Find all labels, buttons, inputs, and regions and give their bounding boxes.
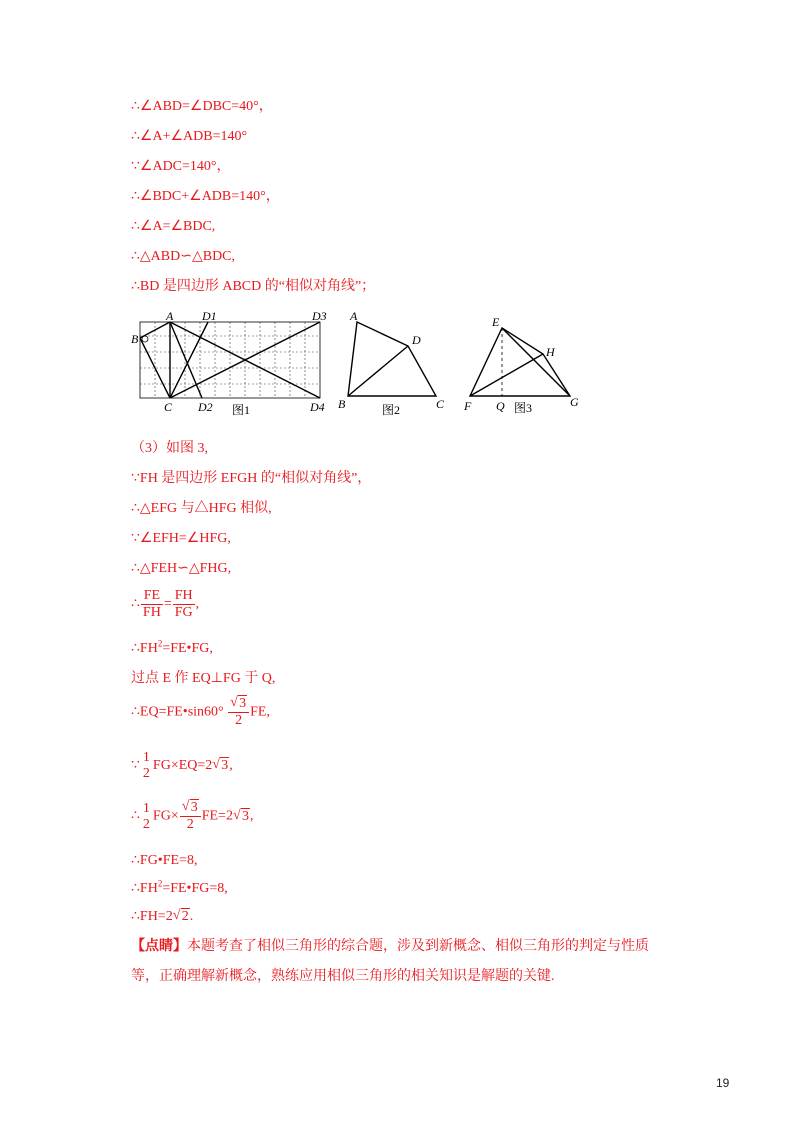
solution-line: ∴ 1 2 FG× √ $\frac{3}{2}$ FE=2√ 3, bbox=[131, 800, 253, 833]
label-D4: D4 bbox=[310, 400, 325, 414]
solution-line: ∵∠ADC=140°， bbox=[131, 159, 231, 174]
solution-line: ∴BD 是四边形 ABCD 的“相似对角线”； bbox=[131, 279, 376, 294]
key-point-text: 本题考查了相似三角形的综合题，涉及到新概念、相似三角形的判定与性质等，正确理解新概念，熟练应用相似三角形的相关知识是解题的关键. bbox=[131, 939, 649, 984]
label-G: G bbox=[570, 395, 579, 409]
key-point-tag: 【点睛】 bbox=[131, 939, 187, 954]
solution-line: ∴EQ=FE•sin60° √ $\frac{3}{2}$ FE, bbox=[131, 696, 270, 729]
solution-line: ∵FH 是四边形 EFGH 的“相似对角线”， bbox=[131, 471, 372, 486]
label-A: A bbox=[350, 309, 358, 323]
solution-line: ∵∠EFH=∠HFG, bbox=[131, 531, 231, 546]
solution-line: ∴FG•FE=8, bbox=[131, 853, 198, 868]
geometry-figures bbox=[130, 308, 590, 420]
label-D3: D3 bbox=[312, 309, 327, 323]
solution-line: ∴△ABD∽△BDC, bbox=[131, 249, 236, 264]
solution-line: ∵ 1 2 FG×EQ=2√ 3, bbox=[131, 750, 233, 782]
label-B: B bbox=[131, 332, 139, 346]
solution-line: ∴∠BDC+∠ADB=140°， bbox=[131, 189, 280, 204]
label-C: C bbox=[164, 400, 173, 414]
figure-3 bbox=[470, 328, 570, 396]
figure-2-caption: 图2 bbox=[382, 403, 401, 417]
solution-line: ∴∠A=∠BDC, bbox=[131, 219, 216, 234]
label-C: C bbox=[436, 397, 445, 411]
solution-line: 过点 E 作 EQ⊥FG 于 Q, bbox=[131, 671, 276, 686]
label-F: F bbox=[464, 399, 472, 413]
solution-line: ∴△FEH∽△FHG, bbox=[131, 561, 232, 576]
solution-line: $\therefore FH^2=FE•FG=8$, bbox=[131, 878, 228, 896]
solution-line: $\therefore FH^2=FE•FG$, bbox=[131, 638, 213, 656]
label-D2: D2 bbox=[198, 400, 213, 414]
label-Q: Q bbox=[496, 399, 505, 413]
label-D1: D1 bbox=[202, 309, 217, 323]
solution-line: ∴FH=2√ 2. bbox=[131, 908, 193, 926]
label-A: A bbox=[166, 309, 174, 323]
solution-line: （3）如图 3, bbox=[131, 441, 208, 456]
label-B: B bbox=[338, 397, 346, 411]
solution-line: ∴∠ABD=∠DBC=40°， bbox=[131, 99, 273, 114]
label-E: E bbox=[492, 315, 500, 329]
page-number: 19 bbox=[716, 1076, 730, 1090]
figure-1-caption: 图1 bbox=[232, 403, 251, 417]
figure-2 bbox=[348, 322, 436, 396]
figure-1 bbox=[140, 322, 320, 398]
figure-3-caption: 图3 bbox=[514, 401, 533, 415]
fraction-line: ∴ $\frac{FE}{FH}$ = $\frac{FH}{FG}$ , bbox=[131, 588, 200, 620]
label-D: D bbox=[412, 333, 421, 347]
key-point-note bbox=[131, 932, 671, 992]
solution-line: ∴△EFG 与△HFG 相似, bbox=[131, 501, 272, 516]
label-H: H bbox=[546, 345, 555, 359]
solution-line: ∴∠A+∠ADB=140° bbox=[131, 129, 248, 144]
